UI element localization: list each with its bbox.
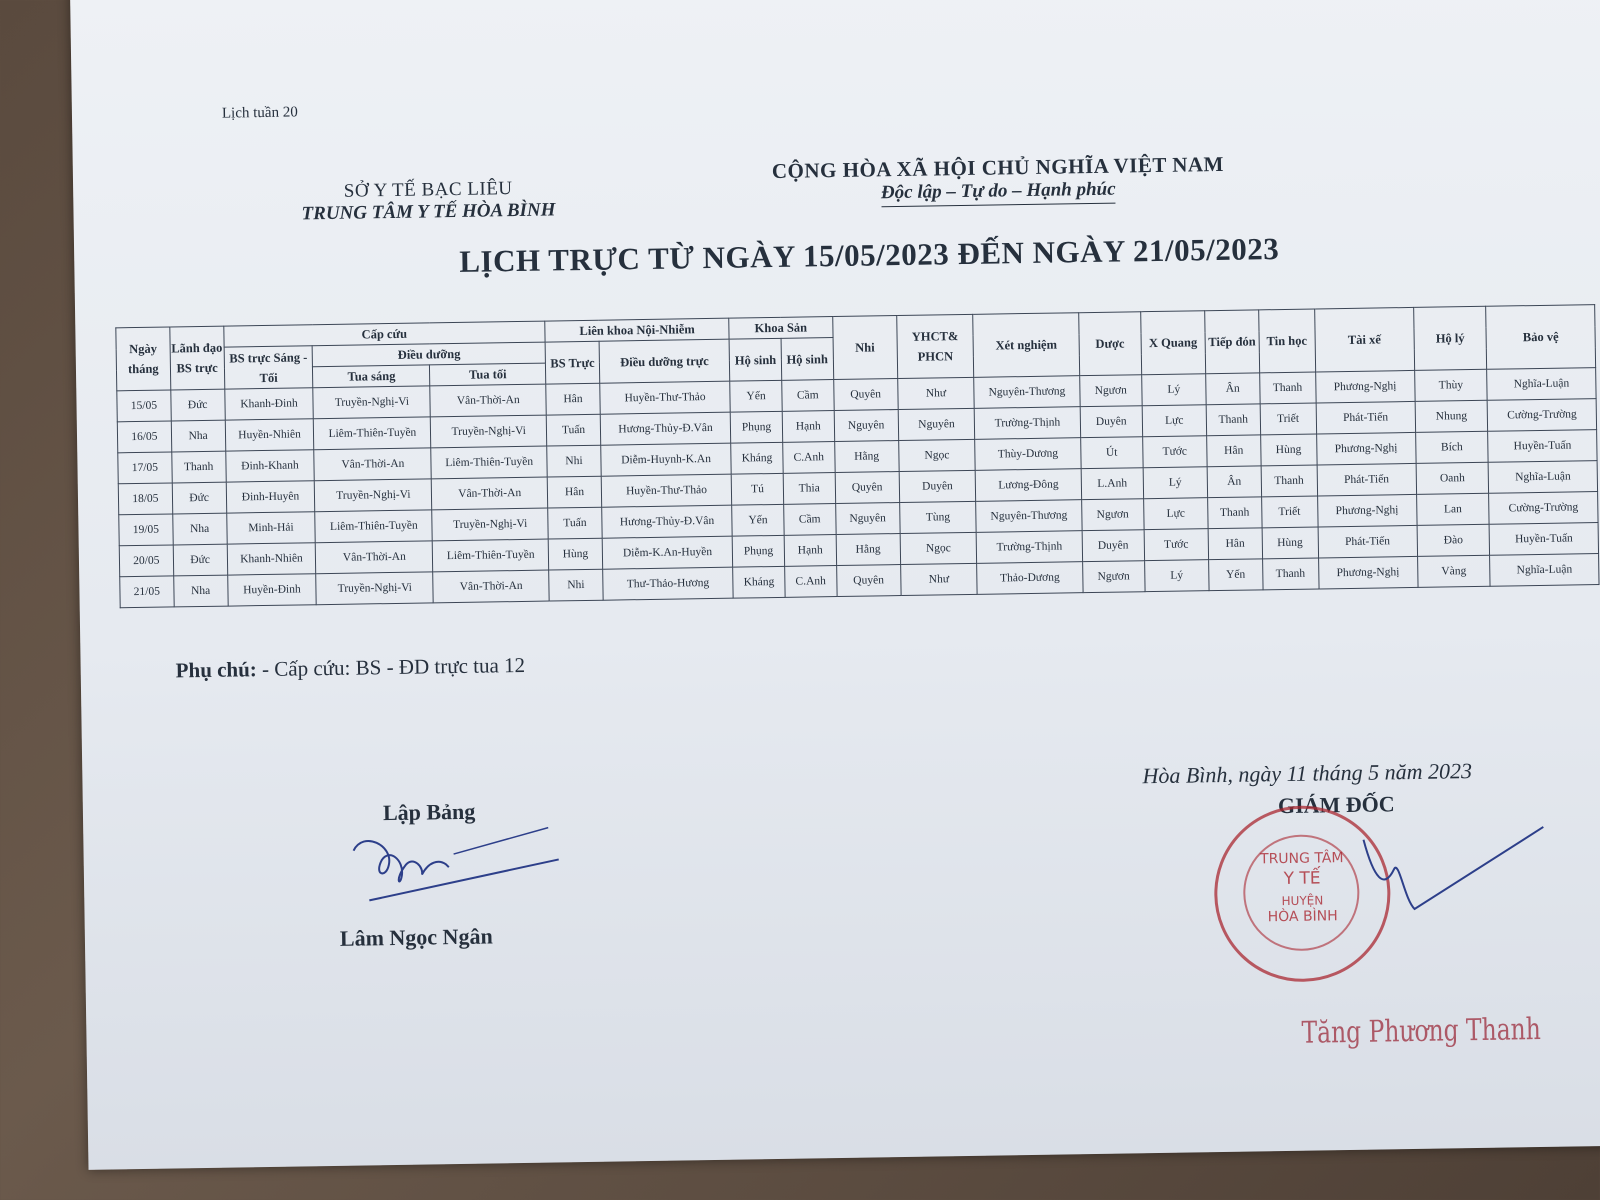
director-title: GIÁM ĐỐC [1277, 791, 1395, 819]
table-cell: Vân-Thời-An [314, 448, 431, 481]
group-obstetrics: Khoa Sản [729, 317, 833, 340]
footnote-text: - Cấp cứu: BS - ĐD trực tua 12 [261, 652, 526, 682]
header-pharmacy: Dược [1078, 312, 1141, 376]
table-cell: Oanh [1416, 462, 1489, 494]
table-cell: Quyên [836, 565, 901, 597]
table-cell: C.Anh [785, 566, 837, 598]
table-cell: Hùng [1262, 527, 1318, 559]
table-cell: Lý [1143, 467, 1208, 499]
table-cell: Truyền-Nghị-Vi [431, 415, 547, 448]
table-cell: 17/05 [118, 452, 172, 484]
director-name: Tăng Phương Thanh [1301, 1012, 1542, 1051]
week-label: Lịch tuần 20 [221, 104, 298, 122]
table-cell: Ngọc [898, 439, 975, 471]
table-cell: Phụng [732, 535, 784, 567]
table-cell: Đinh-Huyên [226, 481, 315, 513]
table-cell: Hùng [548, 538, 602, 570]
table-cell: Diễm-Huynh-K.An [601, 443, 732, 476]
table-cell: Truyền-Nghị-Vi [313, 386, 430, 419]
table-cell: Yến [730, 380, 782, 412]
header-xray: X Quang [1141, 311, 1206, 375]
table-cell: Lý [1144, 560, 1209, 592]
table-cell: Nghĩa-Luận [1490, 554, 1599, 587]
table-cell: Nguyên [834, 410, 899, 442]
table-cell: Thanh [1262, 558, 1318, 590]
table-cell: 21/05 [120, 576, 174, 608]
table-cell: Nha [173, 513, 227, 545]
table-cell: Liêm-Thiên-Tuyền [314, 417, 431, 450]
header-leader: Lãnh đạo BS trực [170, 326, 225, 390]
center-name: TRUNG TÂM Y TẾ HÒA BÌNH [301, 199, 556, 225]
table-cell: Huyền-Thư-Thảo [600, 381, 731, 414]
table-cell: Phát-Tiến [1317, 463, 1417, 496]
header-orderly: Hộ lý [1413, 306, 1486, 370]
table-cell: Liêm-Thiên-Tuyền [315, 510, 432, 543]
header-er-doctor: BS trực Sáng - Tối [224, 346, 314, 389]
table-cell: L.Anh [1081, 468, 1144, 500]
table-cell: Thùy [1414, 369, 1487, 401]
header-duty-nurse: Điều dưỡng trực [599, 339, 730, 383]
table-cell: Hạnh [784, 535, 836, 567]
table-cell: Kháng [731, 442, 783, 474]
table-cell: Thanh [1261, 465, 1317, 497]
table-cell: Truyền-Nghị-Vi [432, 508, 548, 541]
table-cell: Quyên [833, 379, 898, 411]
organization-header [263, 177, 594, 226]
preparer-signature [333, 817, 564, 916]
seal-line-3: HUYỆN [1281, 893, 1324, 909]
table-cell: Thùy-Dương [975, 438, 1081, 471]
table-cell: 19/05 [119, 514, 173, 546]
table-cell: Đức [172, 482, 226, 514]
table-cell: Nguyên-Thương [976, 500, 1082, 533]
table-cell: Vàng [1417, 555, 1490, 587]
group-nursing: Điều dưỡng [313, 342, 546, 367]
table-cell: 15/05 [117, 390, 171, 422]
table-cell: Hân [546, 383, 600, 415]
header-midwife-1: Hộ sinh [729, 338, 781, 381]
table-cell: Lương-Đông [975, 469, 1081, 502]
table-cell: Phát-Tiến [1318, 525, 1418, 558]
header-morning-shift: Tua sáng [313, 365, 430, 388]
table-cell: Ân [1207, 466, 1261, 498]
table-cell: Liêm-Thiên-Tuyền [431, 446, 547, 479]
department-name: SỞ Y TẾ BẠC LIÊU [343, 178, 513, 202]
table-cell: Nguyên [835, 503, 900, 535]
footnote [176, 653, 526, 683]
table-cell: Phát-Tiến [1316, 401, 1416, 434]
table-cell: Kháng [733, 566, 785, 598]
preparer-name: Lâm Ngọc Ngân [339, 923, 493, 951]
table-cell: Trường-Thịnh [976, 531, 1082, 564]
table-cell: Cầm [782, 380, 834, 412]
footnote-label: Phụ chú: [175, 657, 257, 683]
table-cell: Nhung [1415, 400, 1488, 432]
document-page [70, 0, 1600, 1170]
table-cell: Nha [171, 420, 225, 452]
table-cell: Ngươn [1079, 375, 1142, 407]
table-cell: Nghĩa-Luận [1488, 461, 1597, 494]
header-traditional-medicine: YHCT& PHCN [896, 314, 974, 378]
group-emergency: Cấp cứu [223, 321, 545, 347]
table-cell: Thanh [1208, 497, 1262, 529]
table-cell: Cường-Trường [1489, 492, 1598, 525]
table-cell: Trường-Thịnh [974, 407, 1080, 440]
table-cell: Nha [173, 575, 227, 607]
table-cell: Thia [783, 473, 835, 505]
table-cell: Truyền-Nghị-Vi [315, 479, 432, 512]
table-cell: Liêm-Thiên-Tuyền [433, 539, 549, 572]
table-cell: Ân [1206, 373, 1260, 405]
national-motto: Độc lập – Tự do – Hạnh phúc [881, 179, 1116, 208]
table-cell: Vân-Thời-An [433, 570, 549, 603]
table-cell: Nhi [547, 445, 601, 477]
place-and-date: Hòa Bình, ngày 11 tháng 5 năm 2023 [1142, 758, 1473, 789]
table-cell: Duyên [899, 470, 976, 502]
table-cell: Tú [731, 473, 783, 505]
table-cell: Hằng [834, 441, 899, 473]
table-cell: Nguyên-Thương [974, 376, 1080, 409]
table-cell: Yến [1209, 559, 1263, 591]
table-cell: Lực [1142, 405, 1207, 437]
table-cell: Nghĩa-Luận [1487, 368, 1596, 401]
table-cell: Huyền-Nhiên [225, 419, 314, 451]
table-cell: Ngươn [1082, 561, 1145, 593]
header-date: Ngày tháng [116, 327, 171, 391]
duty-schedule-table [115, 304, 1599, 608]
table-cell: 18/05 [118, 483, 172, 515]
table-cell: Tuấn [546, 414, 600, 446]
document-title: LỊCH TRỰC TỪ NGÀY 15/05/2023 ĐẾN NGÀY 21/05/2023 [459, 231, 1280, 279]
table-cell: Hùng [1260, 434, 1316, 466]
table-cell: Duyên [1080, 406, 1143, 438]
national-name: CỘNG HÒA XÃ HỘI CHỦ NGHĨA VIỆT NAM [771, 151, 1225, 183]
table-cell: Ngươn [1081, 499, 1144, 531]
table-cell: C.Anh [783, 442, 835, 474]
table-cell: Thanh [172, 451, 226, 483]
seal-line-1: TRUNG TÂM [1259, 850, 1344, 868]
table-cell: Đức [173, 544, 227, 576]
table-cell: Tùng [899, 501, 976, 533]
table-cell: Đức [171, 389, 225, 421]
table-cell: Khanh-Đinh [224, 388, 313, 420]
table-cell: Út [1080, 437, 1143, 469]
header-security: Bảo vệ [1486, 305, 1596, 370]
table-cell: 16/05 [117, 421, 171, 453]
national-header [753, 152, 1244, 210]
table-cell: Hân [1207, 435, 1261, 467]
schedule-body [117, 368, 1599, 608]
table-cell: Hằng [836, 534, 901, 566]
table-cell: Tước [1142, 436, 1207, 468]
table-cell: Nhi [549, 569, 603, 601]
table-cell: Lan [1416, 493, 1489, 525]
header-pediatrics: Nhi [832, 316, 897, 380]
table-cell: Tước [1144, 529, 1209, 561]
table-cell: Đinh-Khanh [225, 450, 314, 482]
table-cell: Huyền-Tuấn [1489, 523, 1598, 556]
table-cell: Quyên [835, 472, 900, 504]
table-cell: Diễm-K.An-Huyền [602, 536, 733, 569]
table-cell: Triết [1260, 403, 1316, 435]
table-cell: Đào [1417, 524, 1490, 556]
table-cell: Yến [732, 504, 784, 536]
table-cell: Thảo-Dương [977, 562, 1083, 595]
table-cell: Duyên [1082, 530, 1145, 562]
table-cell: Như [900, 563, 977, 595]
table-cell: Huyền-Đinh [227, 574, 316, 606]
table-cell: Truyền-Nghị-Vi [316, 572, 433, 605]
director-signature [1353, 817, 1555, 930]
table-cell: Vân-Thời-An [316, 541, 433, 574]
seal-line-4: HÒA BÌNH [1267, 908, 1338, 926]
table-cell: Hân [1208, 528, 1262, 560]
table-cell: Hương-Thủy-Đ.Vân [602, 505, 733, 538]
header-evening-shift: Tua tối [430, 363, 546, 386]
table-cell: Phương-Nghị [1315, 370, 1415, 403]
table-cell: Thanh [1259, 372, 1315, 404]
table-cell: Ngọc [900, 532, 977, 564]
table-cell: Huyền-Tuấn [1488, 430, 1597, 463]
table-cell: Nguyên [898, 408, 975, 440]
table-cell: Lực [1143, 498, 1208, 530]
table-cell: Cầm [784, 504, 836, 536]
table-cell: Hân [547, 476, 601, 508]
seal-line-2: Y TẾ [1283, 868, 1321, 890]
table-cell: Thư-Thảo-Hương [603, 567, 734, 600]
table-cell: Tuấn [548, 507, 602, 539]
table-cell: Lý [1142, 374, 1207, 406]
header-duty-doctor: BS Trực [545, 341, 599, 384]
table-cell: Khanh-Nhiên [227, 543, 316, 575]
header-reception: Tiếp đón [1205, 310, 1260, 374]
table-cell: Hương-Thủy-Đ.Vân [600, 412, 731, 445]
header-driver: Tài xế [1314, 307, 1414, 372]
header-midwife-2: Hộ sinh [781, 338, 833, 381]
table-cell: Triết [1261, 496, 1317, 528]
table-cell: Hạnh [782, 411, 834, 443]
table-cell: Như [897, 377, 974, 409]
table-cell: Bích [1415, 431, 1488, 463]
header-laboratory: Xét nghiệm [973, 313, 1079, 378]
table-cell: Huyền-Thư-Thảo [601, 474, 732, 507]
table-cell: Phương-Nghị [1316, 432, 1416, 465]
table-cell: Phụng [730, 411, 782, 443]
table-cell: Minh-Hải [226, 512, 315, 544]
table-cell: Vân-Thời-An [430, 384, 546, 417]
prepared-by-title: Lập Bảng [382, 798, 476, 826]
header-it: Tin học [1258, 309, 1315, 373]
table-cell: Phương-Nghị [1318, 556, 1418, 589]
table-cell: Cường-Trường [1487, 399, 1596, 432]
table-cell: Vân-Thời-An [432, 477, 548, 510]
group-internal-infectious: Liên khoa Nội-Nhiễm [545, 318, 729, 342]
table-cell: Phương-Nghị [1317, 494, 1417, 527]
table-cell: Thanh [1206, 404, 1260, 436]
table-cell: 20/05 [119, 545, 173, 577]
